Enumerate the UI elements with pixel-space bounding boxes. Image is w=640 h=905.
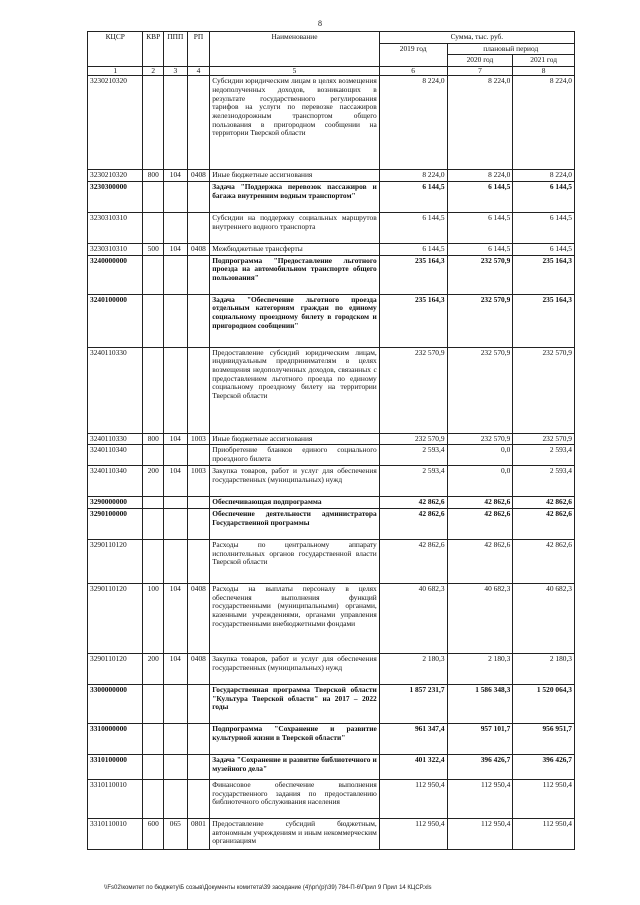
ppp-cell: [164, 347, 188, 433]
kcsr-cell: 3230310310: [88, 212, 143, 243]
header-2019: 2019 год: [379, 43, 447, 66]
header-name: Наименование: [210, 32, 380, 67]
table-row: [88, 539, 575, 583]
value-2020-cell: 232 570,9: [447, 294, 513, 347]
kvr-cell: [143, 76, 164, 170]
value-2021-cell: 235 164,3: [513, 255, 575, 294]
value-2021-cell: 42 862,6: [513, 539, 575, 583]
kvr-cell: [143, 508, 164, 539]
value-2019-cell: 232 570,9: [379, 347, 447, 433]
value-2020-cell: 396 426,7: [447, 754, 513, 779]
table-row: [88, 243, 575, 255]
rp-cell: [187, 76, 210, 170]
kvr-cell: [143, 212, 164, 243]
value-2019-cell: 6 144,5: [379, 181, 447, 212]
kcsr-cell: 3230210320: [88, 170, 143, 182]
value-2021-cell: 6 144,5: [513, 243, 575, 255]
name-cell: Межбюджетные трансферты: [210, 243, 380, 255]
kcsr-cell: 3290000000: [88, 497, 143, 509]
kcsr-cell: 3300000000: [88, 684, 143, 723]
value-2019-cell: 42 862,6: [379, 508, 447, 539]
value-2019-cell: 401 322,4: [379, 754, 447, 779]
kvr-cell: [143, 255, 164, 294]
name-cell: Расходы по центральному аппарату исполнительных органов государственной власти Тверской области: [210, 539, 380, 583]
value-2019-cell: 1 857 231,7: [379, 684, 447, 723]
kcsr-cell: 3240100000: [88, 294, 143, 347]
header-kvr: КВР: [143, 32, 164, 67]
rp-cell: [187, 779, 210, 818]
value-2021-cell: 235 164,3: [513, 294, 575, 347]
value-2020-cell: 232 570,9: [447, 347, 513, 433]
rp-cell: [187, 684, 210, 723]
table-row: [88, 76, 575, 170]
kcsr-cell: 3290100000: [88, 508, 143, 539]
value-2019-cell: 2 180,3: [379, 653, 447, 684]
budget-table: [87, 31, 575, 850]
name-cell: Задача "Поддержка перевозок пассажиров и багажа внутренним водным транспортом": [210, 181, 380, 212]
rp-cell: 0408: [187, 170, 210, 182]
ppp-cell: [164, 294, 188, 347]
value-2020-cell: 232 570,9: [447, 255, 513, 294]
value-2021-cell: 6 144,5: [513, 212, 575, 243]
header-2020: 2020 год: [447, 55, 513, 67]
ppp-cell: [164, 684, 188, 723]
table-row: [88, 754, 575, 779]
value-2019-cell: 961 347,4: [379, 723, 447, 754]
value-2020-cell: 957 101,7: [447, 723, 513, 754]
kcsr-cell: 3240110340: [88, 445, 143, 466]
file-path-footer: \\Fs02\комитет по бюджету\Б созыв\Документы комитета\39 заседание (4)\рг\(р)\39) 784-П-6\Прил 9 Прил 14 КЦСР.xls: [104, 885, 432, 891]
ppp-cell: 104: [164, 466, 188, 497]
value-2020-cell: 6 144,5: [447, 212, 513, 243]
rp-cell: [187, 497, 210, 509]
ppp-cell: 104: [164, 170, 188, 182]
ppp-cell: [164, 497, 188, 509]
table-row: [88, 684, 575, 723]
kcsr-cell: 3230210320: [88, 76, 143, 170]
table-row: [88, 294, 575, 347]
kcsr-cell: 3230310310: [88, 243, 143, 255]
table-row: [88, 508, 575, 539]
rp-cell: 1003: [187, 466, 210, 497]
name-cell: Государственная программа Тверской области "Культура Тверской области" на 2017 – 2022 годы: [210, 684, 380, 723]
kvr-cell: [143, 497, 164, 509]
column-number: 6: [379, 67, 447, 76]
value-2020-cell: 6 144,5: [447, 181, 513, 212]
value-2020-cell: 6 144,5: [447, 243, 513, 255]
kcsr-cell: 3310000000: [88, 723, 143, 754]
header-ppp: ППП: [164, 32, 188, 67]
rp-cell: [187, 181, 210, 212]
column-number: 8: [513, 67, 575, 76]
value-2019-cell: 42 862,6: [379, 539, 447, 583]
value-2021-cell: 40 682,3: [513, 583, 575, 653]
value-2021-cell: 396 426,7: [513, 754, 575, 779]
kvr-cell: [143, 723, 164, 754]
value-2019-cell: 40 682,3: [379, 583, 447, 653]
name-cell: Подпрограмма "Предоставление льготного проезда на автомобильном транспорте общего пользования": [210, 255, 380, 294]
ppp-cell: 104: [164, 583, 188, 653]
kcsr-cell: 3240110330: [88, 347, 143, 433]
ppp-cell: [164, 779, 188, 818]
kcsr-cell: 3310110010: [88, 818, 143, 849]
value-2019-cell: 235 164,3: [379, 294, 447, 347]
value-2020-cell: 0,0: [447, 445, 513, 466]
name-cell: Закупка товаров, работ и услуг для обеспечения государственных (муниципальных) нужд: [210, 653, 380, 684]
table-row: [88, 181, 575, 212]
kcsr-cell: 3310100000: [88, 754, 143, 779]
ppp-cell: [164, 723, 188, 754]
value-2019-cell: 2 593,4: [379, 466, 447, 497]
value-2019-cell: 8 224,0: [379, 170, 447, 182]
value-2020-cell: 112 950,4: [447, 818, 513, 849]
kvr-cell: 800: [143, 170, 164, 182]
table-row: [88, 445, 575, 466]
name-cell: Предоставление субсидий бюджетным, автономным учреждениям и иным некоммерческим организациям: [210, 818, 380, 849]
value-2021-cell: 42 862,6: [513, 508, 575, 539]
ppp-cell: [164, 181, 188, 212]
value-2021-cell: 8 224,0: [513, 76, 575, 170]
kvr-cell: [143, 181, 164, 212]
value-2021-cell: 2 180,3: [513, 653, 575, 684]
value-2020-cell: 40 682,3: [447, 583, 513, 653]
value-2021-cell: 232 570,9: [513, 433, 575, 445]
value-2020-cell: 1 586 348,3: [447, 684, 513, 723]
kvr-cell: 800: [143, 433, 164, 445]
value-2020-cell: 232 570,9: [447, 433, 513, 445]
rp-cell: 0408: [187, 243, 210, 255]
value-2020-cell: 0,0: [447, 466, 513, 497]
value-2020-cell: 8 224,0: [447, 170, 513, 182]
kvr-cell: [143, 539, 164, 583]
name-cell: Подпрограмма "Сохранение и развитие культурной жизни в Тверской области": [210, 723, 380, 754]
value-2019-cell: 8 224,0: [379, 76, 447, 170]
name-cell: Иные бюджетные ассигнования: [210, 170, 380, 182]
value-2020-cell: 42 862,6: [447, 497, 513, 509]
ppp-cell: 104: [164, 243, 188, 255]
value-2021-cell: 8 224,0: [513, 170, 575, 182]
header-sum: Сумма, тыс. руб.: [379, 32, 574, 44]
value-2019-cell: 2 593,4: [379, 445, 447, 466]
value-2020-cell: 42 862,6: [447, 508, 513, 539]
value-2021-cell: 112 950,4: [513, 779, 575, 818]
name-cell: Предоставление субсидий юридическим лицам, индивидуальным предпринимателям в целях возмещения недополученных доходов, связанных с предоставлением льготного проезда по единому социальному проездному билету на территории Тверской области: [210, 347, 380, 433]
header-2021: 2021 год: [513, 55, 575, 67]
value-2021-cell: 2 593,4: [513, 445, 575, 466]
header-planned: плановый период: [447, 43, 574, 55]
kvr-cell: [143, 779, 164, 818]
kvr-cell: [143, 684, 164, 723]
table-row: [88, 653, 575, 684]
column-number-row: [88, 67, 575, 76]
kcsr-cell: 3310110010: [88, 779, 143, 818]
rp-cell: [187, 255, 210, 294]
name-cell: Иные бюджетные ассигнования: [210, 433, 380, 445]
name-cell: Расходы на выплаты персоналу в целях обеспечения выполнения функций государственными (муниципальными) органами, казенными учреждениями, органами управления государственными внебюджетными фондами: [210, 583, 380, 653]
table-row: [88, 583, 575, 653]
rp-cell: [187, 508, 210, 539]
kcsr-cell: 3290110120: [88, 539, 143, 583]
value-2019-cell: 112 950,4: [379, 818, 447, 849]
value-2020-cell: 42 862,6: [447, 539, 513, 583]
column-number: 5: [210, 67, 380, 76]
value-2019-cell: 42 862,6: [379, 497, 447, 509]
column-number: 4: [187, 67, 210, 76]
rp-cell: [187, 294, 210, 347]
ppp-cell: [164, 255, 188, 294]
rp-cell: [187, 212, 210, 243]
table-row: [88, 170, 575, 182]
kcsr-cell: 3240110340: [88, 466, 143, 497]
kvr-cell: [143, 294, 164, 347]
value-2021-cell: 6 144,5: [513, 181, 575, 212]
page-number: 8: [318, 19, 322, 28]
ppp-cell: 104: [164, 653, 188, 684]
value-2019-cell: 232 570,9: [379, 433, 447, 445]
value-2021-cell: 1 520 064,3: [513, 684, 575, 723]
header-kcsr: КЦСР: [88, 32, 143, 67]
table-row: [88, 433, 575, 445]
kcsr-cell: 3240110330: [88, 433, 143, 445]
table-row: [88, 723, 575, 754]
table-row: [88, 347, 575, 433]
ppp-cell: [164, 539, 188, 583]
ppp-cell: [164, 76, 188, 170]
table-row: [88, 497, 575, 509]
name-cell: Закупка товаров, работ и услуг для обеспечения государственных (муниципальных) нужд: [210, 466, 380, 497]
column-number: 7: [447, 67, 513, 76]
table-row: [88, 212, 575, 243]
rp-cell: [187, 723, 210, 754]
table-row: [88, 818, 575, 849]
kcsr-cell: 3290110120: [88, 653, 143, 684]
kvr-cell: 200: [143, 653, 164, 684]
ppp-cell: [164, 445, 188, 466]
kvr-cell: [143, 445, 164, 466]
table-row: [88, 466, 575, 497]
value-2019-cell: 235 164,3: [379, 255, 447, 294]
ppp-cell: 065: [164, 818, 188, 849]
rp-cell: 0408: [187, 583, 210, 653]
value-2019-cell: 6 144,5: [379, 212, 447, 243]
value-2021-cell: 956 951,7: [513, 723, 575, 754]
value-2021-cell: 2 593,4: [513, 466, 575, 497]
kvr-cell: 600: [143, 818, 164, 849]
kvr-cell: [143, 754, 164, 779]
kcsr-cell: 3240000000: [88, 255, 143, 294]
ppp-cell: 104: [164, 433, 188, 445]
rp-cell: [187, 347, 210, 433]
value-2020-cell: 112 950,4: [447, 779, 513, 818]
ppp-cell: [164, 508, 188, 539]
column-number: 2: [143, 67, 164, 76]
rp-cell: 0408: [187, 653, 210, 684]
kvr-cell: 200: [143, 466, 164, 497]
rp-cell: [187, 754, 210, 779]
rp-cell: 1003: [187, 433, 210, 445]
value-2021-cell: 42 862,6: [513, 497, 575, 509]
value-2019-cell: 6 144,5: [379, 243, 447, 255]
kvr-cell: [143, 347, 164, 433]
value-2021-cell: 112 950,4: [513, 818, 575, 849]
name-cell: Обеспечение деятельности администратора Государственной программы: [210, 508, 380, 539]
table-row: [88, 255, 575, 294]
name-cell: Задача "Обеспечение льготного проезда отдельным категориям граждан по единому социальному проездному билету в городском и пригородном сообщении": [210, 294, 380, 347]
name-cell: Приобретение бланков единого социального проездного билета: [210, 445, 380, 466]
name-cell: Субсидии на поддержку социальных маршрутов внутреннего водного транспорта: [210, 212, 380, 243]
value-2019-cell: 112 950,4: [379, 779, 447, 818]
table-row: [88, 779, 575, 818]
name-cell: Субсидии юридическим лицам в целях возмещения недополученных доходов, возникающих в результате государственного регулирования тарифов на услуги по перевозке пассажиров железнодорожным транспортом общего пользования в пригородном сообщении на территории Тверской области: [210, 76, 380, 170]
header-rp: РП: [187, 32, 210, 67]
rp-cell: 0801: [187, 818, 210, 849]
column-number: 1: [88, 67, 143, 76]
ppp-cell: [164, 212, 188, 243]
name-cell: Финансовое обеспечение выполнения государственного задания по предоставлению библиотечного обслуживания населения: [210, 779, 380, 818]
kvr-cell: 500: [143, 243, 164, 255]
rp-cell: [187, 539, 210, 583]
value-2021-cell: 232 570,9: [513, 347, 575, 433]
rp-cell: [187, 445, 210, 466]
column-number: 3: [164, 67, 188, 76]
name-cell: Обеспечивающая подпрограмма: [210, 497, 380, 509]
kvr-cell: 100: [143, 583, 164, 653]
kcsr-cell: 3230300000: [88, 181, 143, 212]
kcsr-cell: 3290110120: [88, 583, 143, 653]
name-cell: Задача "Сохранение и развитие библиотечного и музейного дела": [210, 754, 380, 779]
value-2020-cell: 2 180,3: [447, 653, 513, 684]
ppp-cell: [164, 754, 188, 779]
value-2020-cell: 8 224,0: [447, 76, 513, 170]
